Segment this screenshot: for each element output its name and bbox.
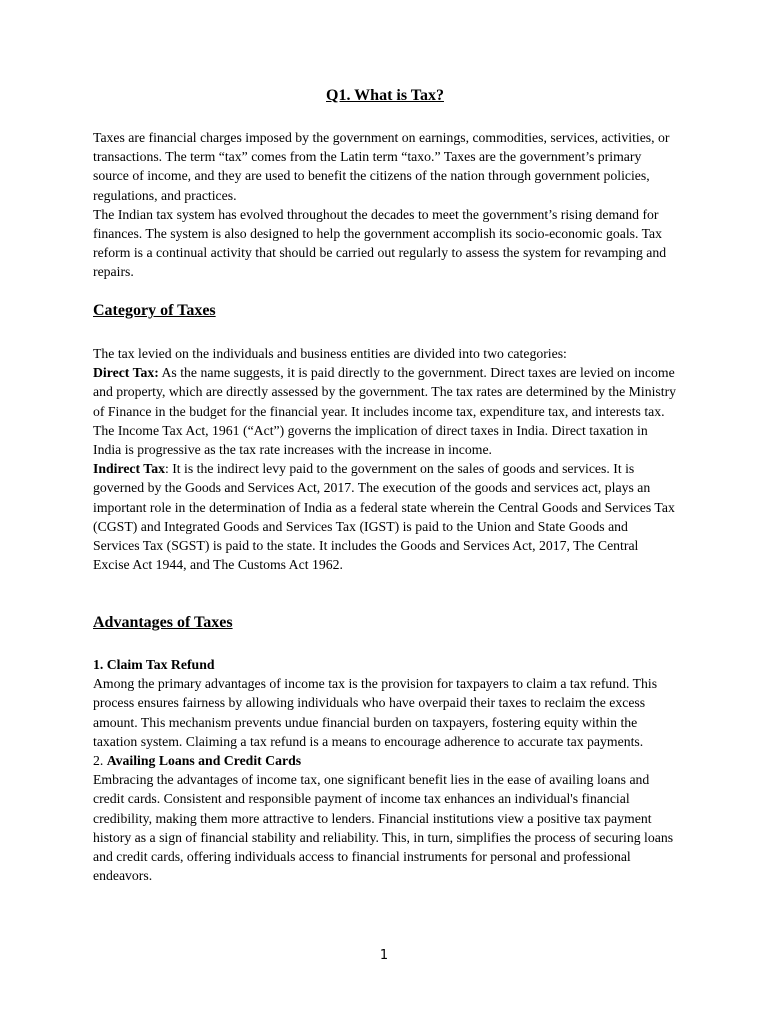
advantages-heading: Advantages of Taxes xyxy=(93,614,233,631)
advantage-2-number: 2. xyxy=(93,753,107,769)
category-intro: The tax levied on the individuals and business entities are divided into two categories: xyxy=(93,346,567,361)
direct-tax-label: Direct Tax: xyxy=(93,365,159,381)
advantage-2-text: Embracing the advantages of income tax, one significant benefit lies in the ease of availing loans and credit cards. Consistent and responsible payment of income tax enhances an individual's financial credibility, making them more attractive to lenders. Financial institutions view a positive tax payment history as a sign of financial stability and reliability. This, in turn, simplifies the process of securing loans and credit cards, offering individuals access to financial instruments for personal and professional endeavors. xyxy=(93,772,674,884)
direct-tax-paragraph xyxy=(93,363,677,459)
indirect-tax-paragraph xyxy=(93,459,677,574)
advantage-2-title: Availing Loans and Credit Cards xyxy=(106,753,302,769)
advantage-2-title-line xyxy=(93,751,677,770)
page-number: 1 xyxy=(379,948,389,963)
advantage-1-text: Among the primary advantages of income tax is the provision for taxpayers to claim a tax refund. This process ensures fairness by allowing individuals who have overpaid their taxes to reclaim the excess amount. This mechanism prevents undue financial burden on taxpayers, fostering equity within the taxation system. Claiming a tax refund is a means to encourage adherence to accurate tax payments. xyxy=(93,676,658,749)
category-section xyxy=(93,344,677,574)
indirect-tax-label: Indirect Tax xyxy=(93,461,165,477)
intro-paragraph-2: The Indian tax system has evolved throughout the decades to meet the government’s rising demand for finances. The system is also designed to help the government accomplish its socio-economic goals. Tax reform is a continual activity that should be carried out regularly to assess the system for revamping and repairs. xyxy=(93,206,667,280)
indirect-tax-text: : It is the indirect levy paid to the government on the sales of goods and services. It is governed by the Goods and Services Act, 2017. The execution of the goods and services act, plays an important role in the determination of India as a federal state wherein the Central Goods and Services Tax (CGST) and Integrated Goods and Services Tax (IGST) is paid to the Union and State Goods and Services Tax (SGST) is paid to the state. It includes the Goods and Services Act, 2017, The Central Excise Act 1944, and The Customs Act 1962. xyxy=(93,461,675,573)
category-heading: Category of Taxes xyxy=(93,302,216,319)
intro-paragraph-1: Taxes are financial charges imposed by the government on earnings, commodities, services, activities, or transactions. The term “tax” comes from the Latin term “taxo.” Taxes are the government’s primary source of income, and they are used to benefit the citizens of the nation through government policies, regulations, and practices. xyxy=(93,130,670,203)
page-title: Q1. What is Tax? xyxy=(326,87,444,104)
intro-section xyxy=(93,128,677,282)
direct-tax-text: As the name suggests, it is paid directly to the government. Direct taxes are levied on income and property, which are directly assessed by the government. The tax rates are determined by the Ministry of Finance in the budget for the financial year. It includes income tax, expenditure tax, and interests tax. The Income Tax Act, 1961 (“Act”) governs the implication of direct taxes in India. Direct taxation in India is progressive as the tax rate increases with the increase in income. xyxy=(93,365,677,458)
advantage-1-title: 1. Claim Tax Refund xyxy=(93,657,215,672)
advantages-section xyxy=(93,655,677,885)
